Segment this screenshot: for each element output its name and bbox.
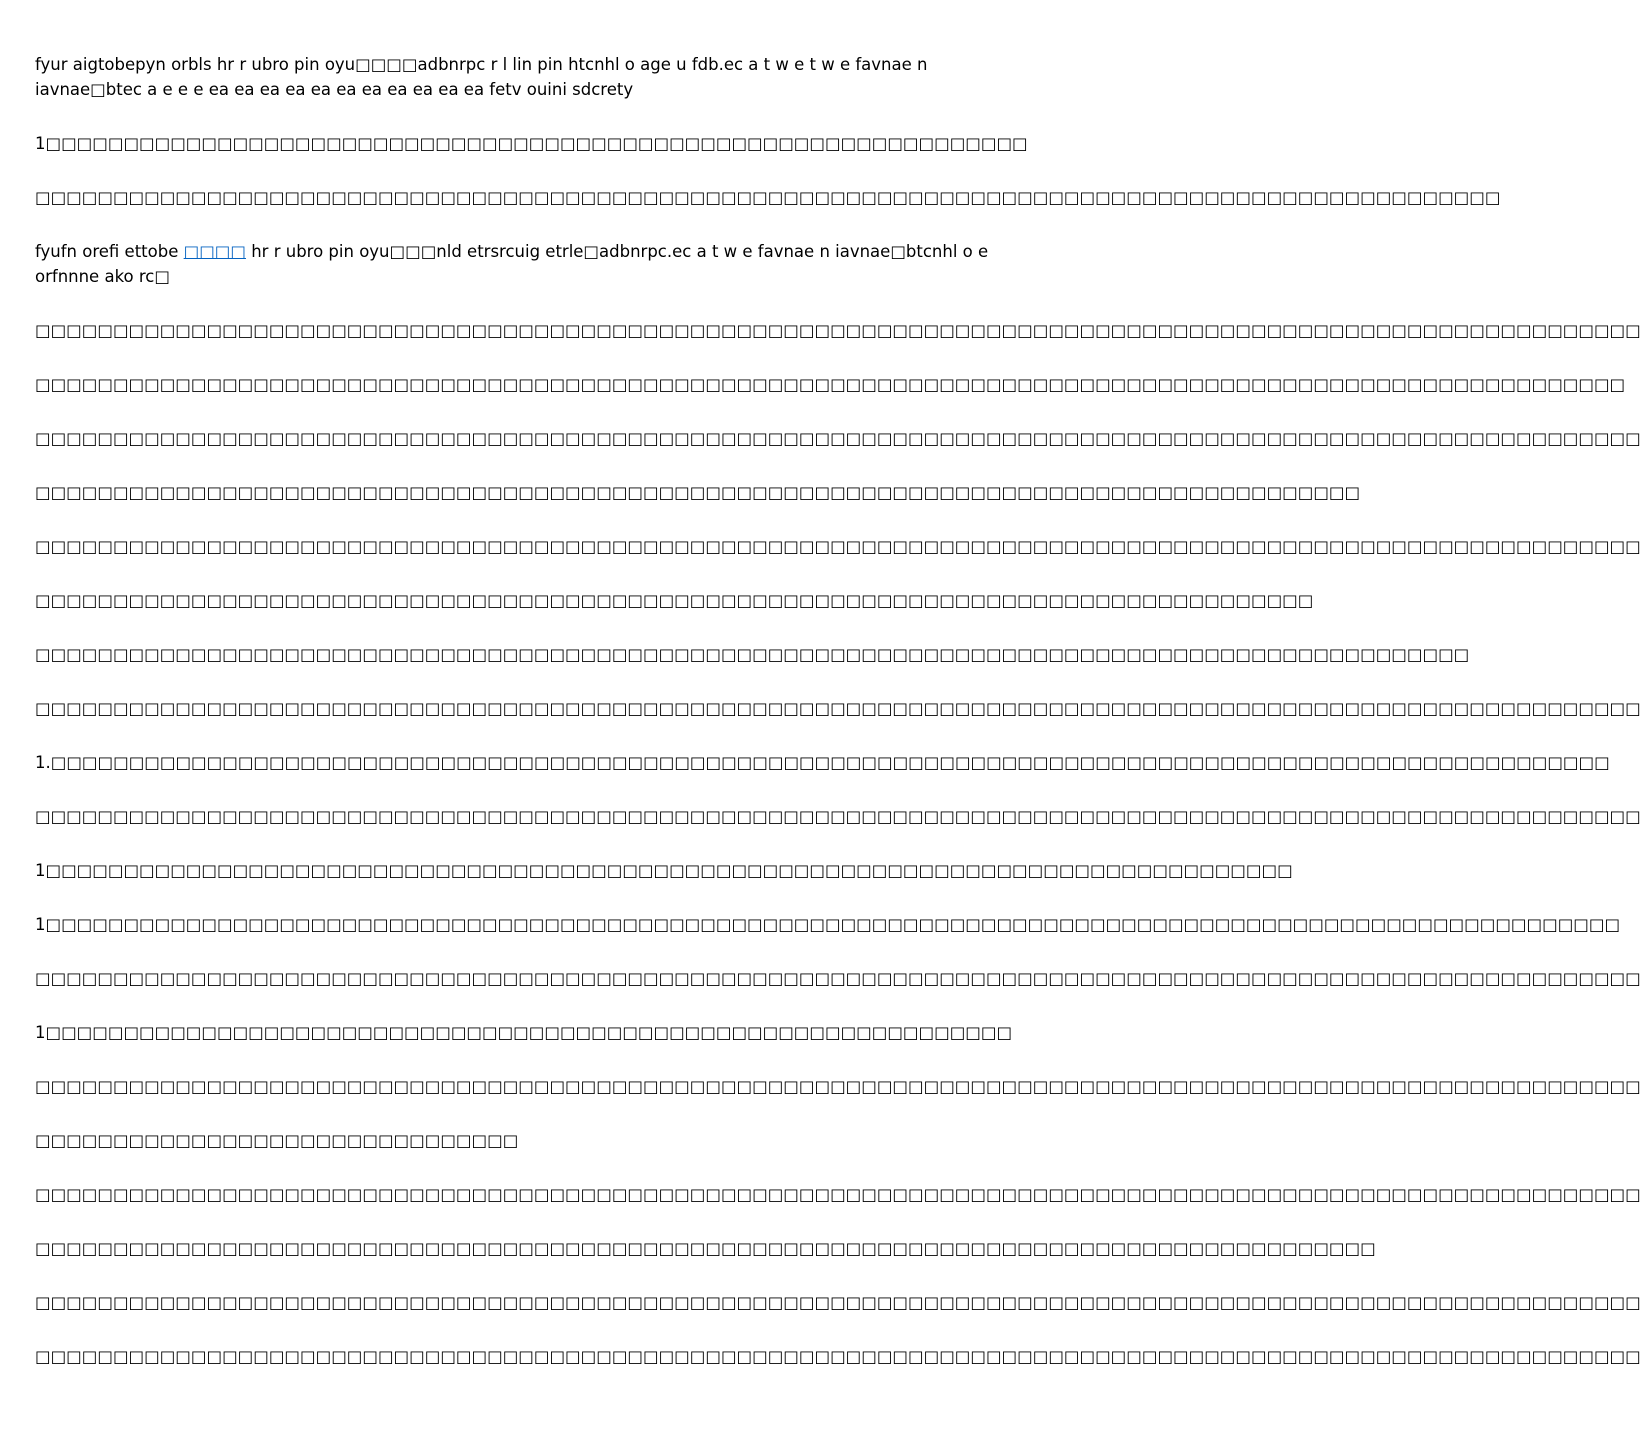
paragraph-5: □□□□□□□□□□□□□□□□□□□□□□□□□□□□□□□□□□□□□□□□□□□□□□□□□□□□□□□□□□□□□□□□□□□□□□□□□□□□□□□□□□□□□□□□□□□□□□□□□□□□□□□ <box>35 321 1641 340</box>
paragraph-24: □□□□□□□□□□□□□□□□□□□□□□□□□□□□□□□□□□□□□□□□□□□□□□□□□□□□□□□□□□□□□□□□□□□□□□□□□□□□□□□□□□□□□□□□□□□□□□□□□□□□□□□ <box>35 1347 1641 1366</box>
paragraph-13: 1.□□□□□□□□□□□□□□□□□□□□□□□□□□□□□□□□□□□□□□□□□□□□□□□□□□□□□□□□□□□□□□□□□□□□□□□□□□□□□□□□□□□□□□□□□□□□□□□□□□□□ <box>35 753 1610 772</box>
paragraph-12: □□□□□□□□□□□□□□□□□□□□□□□□□□□□□□□□□□□□□□□□□□□□□□□□□□□□□□□□□□□□□□□□□□□□□□□□□□□□□□□□□□□□□□□□□□□□□□□□□□□□□□□ <box>35 699 1641 718</box>
paragraph-16: 1□□□□□□□□□□□□□□□□□□□□□□□□□□□□□□□□□□□□□□□□□□□□□□□□□□□□□□□□□□□□□□□□□□□□□□□□□□□□□□□□□□□□□□□□□□□□□□□□□□□□□ <box>35 915 1621 934</box>
paragraph-2: 1□□□□□□□□□□□□□□□□□□□□□□□□□□□□□□□□□□□□□□□□□□□□□□□□□□□□□□□□□□□□□□□ <box>35 134 1028 153</box>
paragraph-4-line-1 <box>35 239 990 264</box>
paragraph-3: □□□□□□□□□□□□□□□□□□□□□□□□□□□□□□□□□□□□□□□□□□□□□□□□□□□□□□□□□□□□□□□□□□□□□□□□□□□□□□□□□□□□□□□□□□□□□□ <box>35 188 1501 207</box>
paragraph-1-line-1: fyur aigtobepyn orbls hr r ubro pin oyu□□□□adbnrpc r l lin pin htcnhl o age u fdb.ec a t w e t w e favnae n <box>35 55 928 74</box>
paragraph-10: □□□□□□□□□□□□□□□□□□□□□□□□□□□□□□□□□□□□□□□□□□□□□□□□□□□□□□□□□□□□□□□□□□□□□□□□□□□□□□□□□□ <box>35 591 1314 610</box>
paragraph-19: □□□□□□□□□□□□□□□□□□□□□□□□□□□□□□□□□□□□□□□□□□□□□□□□□□□□□□□□□□□□□□□□□□□□□□□□□□□□□□□□□□□□□□□□□□□□□□□□□□□□□□□ <box>35 1077 1641 1096</box>
paragraph-4-line-2: orfnnne ako rc□ <box>35 267 170 286</box>
paragraph-22: □□□□□□□□□□□□□□□□□□□□□□□□□□□□□□□□□□□□□□□□□□□□□□□□□□□□□□□□□□□□□□□□□□□□□□□□□□□□□□□□□□□□□□ <box>35 1239 1376 1258</box>
paragraph-18: 1□□□□□□□□□□□□□□□□□□□□□□□□□□□□□□□□□□□□□□□□□□□□□□□□□□□□□□□□□□□□□□ <box>35 1023 1013 1042</box>
paragraph-20: □□□□□□□□□□□□□□□□□□□□□□□□□□□□□□□ <box>35 1131 519 1150</box>
paragraph-21: □□□□□□□□□□□□□□□□□□□□□□□□□□□□□□□□□□□□□□□□□□□□□□□□□□□□□□□□□□□□□□□□□□□□□□□□□□□□□□□□□□□□□□□□□□□□□□□□□□□□□□□ <box>35 1185 1641 1204</box>
paragraph-4-text-after-link: hr r ubro pin oyu□□□nld etrsrcuig etrle□adbnrpc.ec a t w e favnae n iavnae□btcnhl o e <box>245 242 989 261</box>
paragraph-1-line-2: iavnae□btec a e e e ea ea ea ea ea ea ea ea ea ea ea fetv ouini sdcrety <box>35 80 634 99</box>
paragraph-9: □□□□□□□□□□□□□□□□□□□□□□□□□□□□□□□□□□□□□□□□□□□□□□□□□□□□□□□□□□□□□□□□□□□□□□□□□□□□□□□□□□□□□□□□□□□□□□□□□□□□□□□ <box>35 537 1641 556</box>
paragraph-15: 1□□□□□□□□□□□□□□□□□□□□□□□□□□□□□□□□□□□□□□□□□□□□□□□□□□□□□□□□□□□□□□□□□□□□□□□□□□□□□□□□ <box>35 861 1293 880</box>
paragraph-17: □□□□□□□□□□□□□□□□□□□□□□□□□□□□□□□□□□□□□□□□□□□□□□□□□□□□□□□□□□□□□□□□□□□□□□□□□□□□□□□□□□□□□□□□□□□□□□□□□□□□□□□ <box>35 969 1641 988</box>
document-body <box>35 52 1641 1369</box>
inline-link[interactable]: □□□□ <box>183 242 246 261</box>
paragraph-11: □□□□□□□□□□□□□□□□□□□□□□□□□□□□□□□□□□□□□□□□□□□□□□□□□□□□□□□□□□□□□□□□□□□□□□□□□□□□□□□□□□□□□□□□□□□□ <box>35 645 1470 664</box>
paragraph-4-text-before-link: fyufn orefi ettobe <box>35 242 184 261</box>
paragraph-7: □□□□□□□□□□□□□□□□□□□□□□□□□□□□□□□□□□□□□□□□□□□□□□□□□□□□□□□□□□□□□□□□□□□□□□□□□□□□□□□□□□□□□□□□□□□□□□□□□□□□□□□ <box>35 429 1641 448</box>
paragraph-14: □□□□□□□□□□□□□□□□□□□□□□□□□□□□□□□□□□□□□□□□□□□□□□□□□□□□□□□□□□□□□□□□□□□□□□□□□□□□□□□□□□□□□□□□□□□□□□□□□□□□□□□ <box>35 807 1641 826</box>
paragraph-8: □□□□□□□□□□□□□□□□□□□□□□□□□□□□□□□□□□□□□□□□□□□□□□□□□□□□□□□□□□□□□□□□□□□□□□□□□□□□□□□□□□□□□ <box>35 483 1361 502</box>
paragraph-23: □□□□□□□□□□□□□□□□□□□□□□□□□□□□□□□□□□□□□□□□□□□□□□□□□□□□□□□□□□□□□□□□□□□□□□□□□□□□□□□□□□□□□□□□□□□□□□□□□□□□□□□ <box>35 1293 1641 1312</box>
paragraph-6: □□□□□□□□□□□□□□□□□□□□□□□□□□□□□□□□□□□□□□□□□□□□□□□□□□□□□□□□□□□□□□□□□□□□□□□□□□□□□□□□□□□□□□□□□□□□□□□□□□□□□□ <box>35 375 1626 394</box>
